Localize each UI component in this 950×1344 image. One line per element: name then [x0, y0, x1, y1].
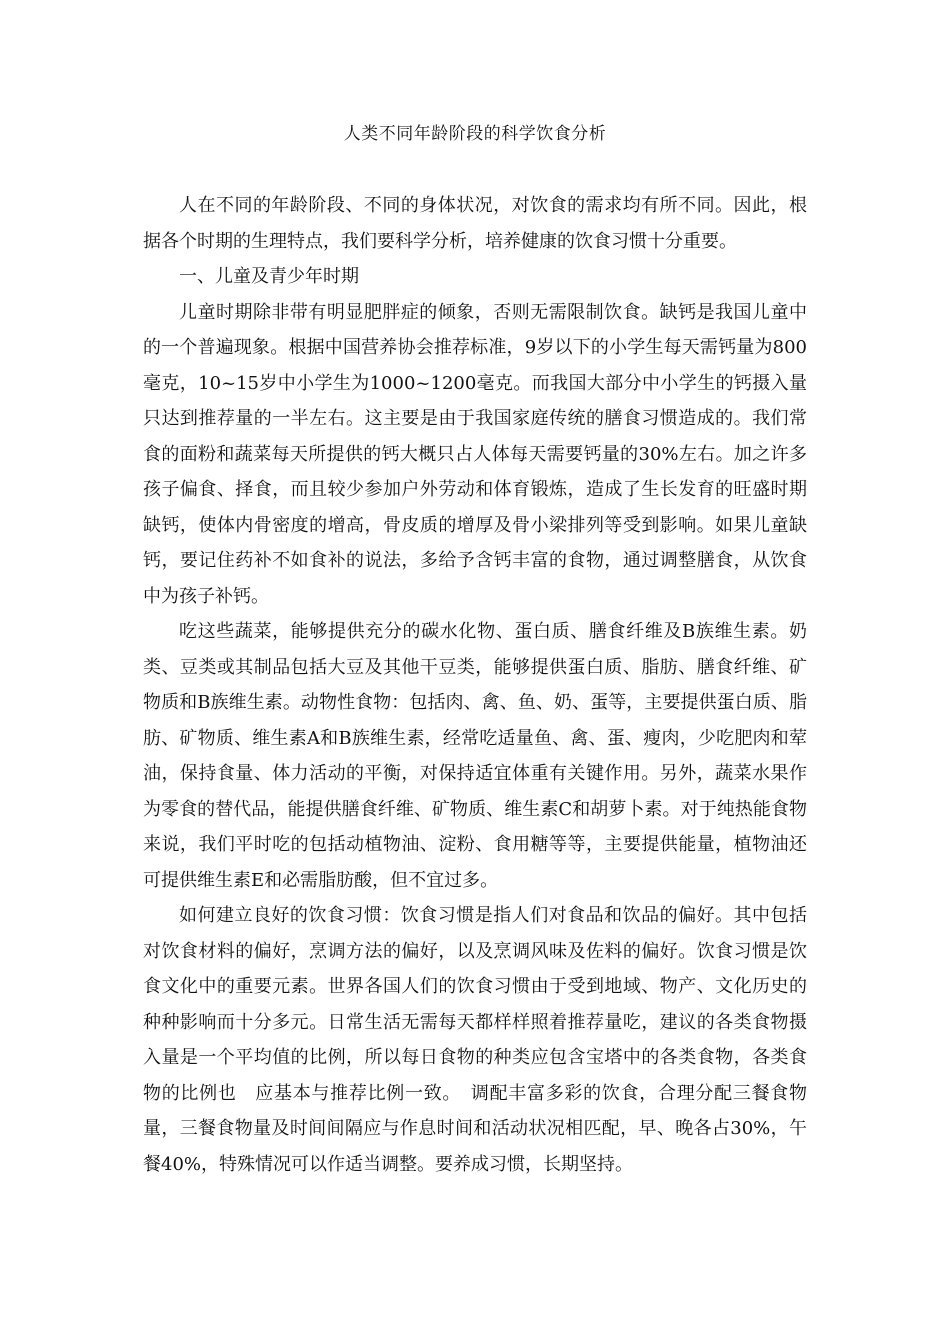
paragraph-eating-habits: 如何建立良好的饮食习惯：饮食习惯是指人们对食品和饮品的偏好。其中包括对饮食材料的偏好，烹调方法的偏好，以及烹调风味及佐料的偏好。饮食习惯是饮食文化中的重要元素。世界各国人们的饮食习惯由于受到地域、物产、文化历史的种种影响而十分多元。日常生活无需每天都样样照着推荐量吃，建议的各类食物摄入量是一个平均值的比例，所以每日食物的种类应包含宝塔中的各类食物，各类食物的比例也 应基本与推荐比例一致。 调配丰富多彩的饮食，合理分配三餐食物量，三餐食物量及时间间隔应与作息时间和活动状况相匹配，早、晚各占30%，午餐40%，特殊情况可以作适当调整。要养成习惯，长期坚持。 [143, 905, 807, 1175]
document-body [143, 188, 807, 1182]
document-title: 人类不同年龄阶段的科学饮食分析 [343, 124, 607, 144]
paragraph-calcium: 儿童时期除非带有明显肥胖症的倾象，否则无需限制饮食。缺钙是我国儿童中的一个普遍现象。根据中国营养协会推荐标准，9岁以下的小学生每天需钙量为800毫克，10~15岁中小学生为1000~1200毫克。而我国大部分中小学生的钙摄入量只达到推荐量的一半左右。这主要是由于我国家庭传统的膳食习惯造成的。我们常食的面粉和蔬菜每天所提供的钙大概只占人体每天需要钙量的30%左右。加之许多孩子偏食、择食，而且较少参加户外劳动和体育锻炼，造成了生长发育的旺盛时期缺钙，使体内骨密度的增高，骨皮质的增厚及骨小梁排列等受到影响。如果儿童缺钙，要记住药补不如食补的说法，多给予含钙丰富的食物，通过调整膳食，从饮食中为孩子补钙。 [143, 301, 807, 607]
paragraph-intro: 人在不同的年龄阶段、不同的身体状况，对饮食的需求均有所不同。因此，根据各个时期的生理特点，我们要科学分析，培养健康的饮食习惯十分重要。 [143, 195, 807, 252]
section-heading-children: 一、儿童及青少年时期 [179, 266, 359, 287]
paragraph-food-groups: 吃这些蔬菜，能够提供充分的碳水化物、蛋白质、膳食纤维及B族维生素。奶类、豆类或其制品包括大豆及其他干豆类，能够提供蛋白质、脂肪、膳食纤维、矿物质和B族维生素。动物性食物：包括肉、禽、鱼、奶、蛋等，主要提供蛋白质、脂肪、矿物质、维生素A和B族维生素，经常吃适量鱼、禽、蛋、瘦肉，少吃肥肉和荤油，保持食量、体力活动的平衡，对保持适宜体重有关键作用。另外，蔬菜水果作为零食的替代品，能提供膳食纤维、矿物质、维生素C和胡萝卜素。对于纯热能食物来说，我们平时吃的包括动植物油、淀粉、食用糖等等，主要提供能量，植物油还可提供维生素E和必需脂肪酸，但不宜过多。 [143, 621, 807, 891]
